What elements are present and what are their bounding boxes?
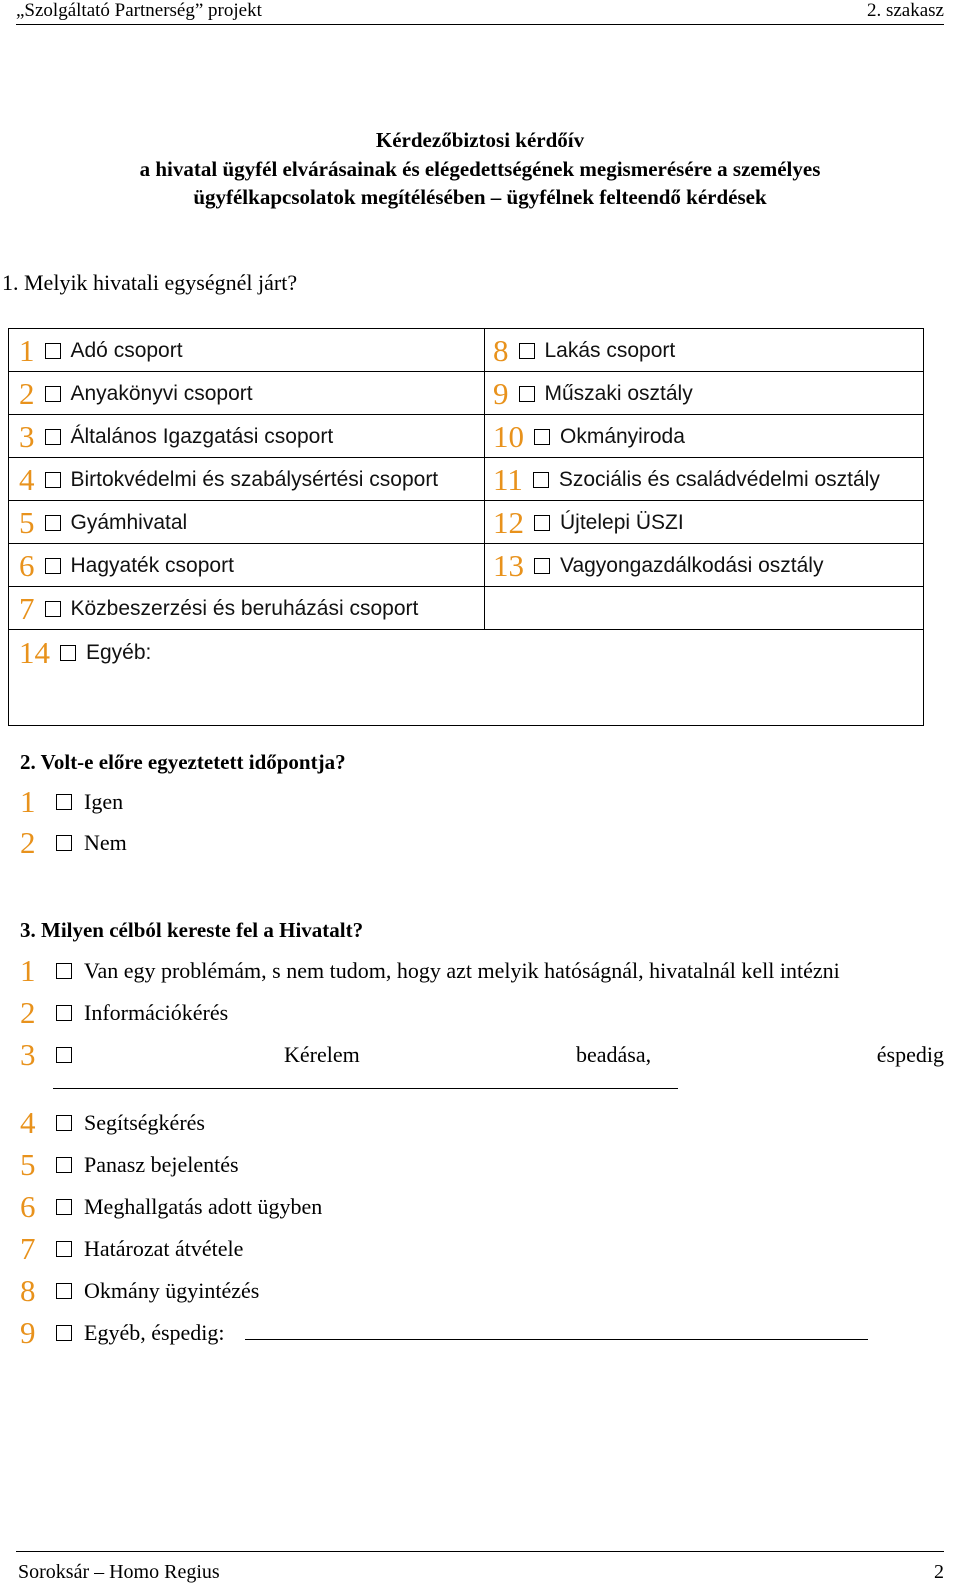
option-label: Egyéb, éspedig: — [84, 1320, 225, 1345]
option-number: 3 — [19, 418, 35, 454]
option-number: 1 — [19, 332, 35, 368]
option-number: 6 — [20, 1189, 36, 1224]
option-label: Igen — [84, 789, 124, 814]
q3-option-problem[interactable] — [20, 951, 840, 991]
q3-option-panasz[interactable] — [20, 1145, 239, 1185]
q1-option-hagyatek[interactable] — [19, 544, 234, 587]
option-number: 1 — [20, 784, 36, 819]
q1-option-vagyongazdalkodasi[interactable] — [493, 544, 823, 587]
option-label: Okmányiroda — [560, 424, 685, 448]
kerelem-detail-line[interactable] — [53, 1088, 678, 1089]
option-label: Információkérés — [84, 1000, 229, 1025]
option-label: Vagyongazdálkodási osztály — [560, 553, 824, 577]
option-number: 9 — [20, 1315, 36, 1350]
header-stage: 2. szakasz — [866, 0, 944, 21]
document-subtitle-line1: a hivatal ügyfél elvárásainak és elégedettségének megismerésére a személyes — [139, 157, 821, 181]
checkbox[interactable] — [519, 343, 535, 359]
option-label: Adó csoport — [70, 338, 183, 362]
option-label-part3: éspedig — [876, 1042, 944, 1067]
option-number: 5 — [20, 1147, 36, 1182]
option-number: 8 — [493, 332, 509, 368]
option-number: 1 — [20, 953, 36, 988]
checkbox[interactable] — [534, 515, 550, 531]
option-number: 4 — [19, 461, 35, 497]
q1-option-okmanyiroda[interactable] — [493, 415, 685, 458]
q3-option-kerelem[interactable] — [20, 1035, 944, 1075]
checkbox[interactable] — [56, 1325, 72, 1341]
checkbox[interactable] — [45, 515, 61, 531]
checkbox[interactable] — [56, 1283, 72, 1299]
option-number: 14 — [19, 634, 50, 670]
checkbox[interactable] — [56, 963, 72, 979]
q1-option-altalanos[interactable] — [19, 415, 333, 458]
q1-option-muszaki[interactable] — [493, 372, 693, 415]
q3-option-segitsegkeres[interactable] — [20, 1103, 205, 1143]
q1-option-birtokvedelmi[interactable] — [19, 458, 438, 501]
checkbox[interactable] — [60, 645, 76, 661]
q3-option-egyeb[interactable] — [20, 1313, 225, 1353]
option-label: Anyakönyvi csoport — [70, 381, 253, 405]
document-subtitle-line2: ügyfélkapcsolatok megítélésében – ügyfélnek felteendő kérdések — [193, 185, 767, 209]
table-column-divider — [484, 329, 485, 629]
option-label: Határozat átvétele — [84, 1236, 244, 1261]
checkbox[interactable] — [56, 1047, 72, 1063]
option-number: 10 — [493, 418, 524, 454]
checkbox[interactable] — [56, 794, 72, 810]
q3-option-meghallgatas[interactable] — [20, 1187, 322, 1227]
option-label: Egyéb: — [86, 640, 152, 664]
option-label: Nem — [84, 830, 127, 855]
checkbox[interactable] — [56, 1157, 72, 1173]
option-number: 7 — [20, 1231, 36, 1266]
option-label: Van egy problémám, s nem tudom, hogy azt melyik hatóságnál, hivatalnál kell intézni — [84, 958, 840, 983]
option-number: 11 — [493, 461, 523, 497]
option-label: Műszaki osztály — [544, 381, 693, 405]
checkbox[interactable] — [45, 386, 61, 402]
q2-option-nem[interactable] — [20, 823, 127, 863]
option-number: 3 — [20, 1037, 36, 1072]
q1-option-ado[interactable] — [19, 329, 183, 372]
header-project-title: „Szolgáltató Partnerség” projekt — [16, 0, 262, 21]
checkbox[interactable] — [45, 601, 61, 617]
option-number: 8 — [20, 1273, 36, 1308]
option-number: 2 — [20, 825, 36, 860]
checkbox[interactable] — [45, 429, 61, 445]
q1-option-gyamhivatal[interactable] — [19, 501, 187, 544]
option-label: Panasz bejelentés — [84, 1152, 239, 1177]
q1-option-egyeb[interactable] — [19, 631, 151, 674]
page-number: 2 — [934, 1561, 944, 1583]
document-title: Kérdezőbiztosi kérdőív — [375, 128, 585, 152]
checkbox[interactable] — [519, 386, 535, 402]
egyeb-detail-line[interactable] — [245, 1339, 868, 1340]
checkbox[interactable] — [534, 429, 550, 445]
q2-option-igen[interactable] — [20, 782, 123, 822]
footer-divider — [16, 1551, 944, 1552]
checkbox[interactable] — [45, 472, 61, 488]
checkbox[interactable] — [45, 343, 61, 359]
option-number: 6 — [19, 547, 35, 583]
option-label: Általános Igazgatási csoport — [70, 424, 334, 448]
option-label: Közbeszerzési és beruházási csoport — [70, 596, 419, 620]
q1-option-anyakonyvi[interactable] — [19, 372, 253, 415]
option-number: 4 — [20, 1105, 36, 1140]
option-number: 12 — [493, 504, 524, 540]
q3-option-okmany[interactable] — [20, 1271, 259, 1311]
option-number: 13 — [493, 547, 524, 583]
q1-option-szocialis[interactable] — [493, 458, 880, 501]
option-label-part2: beadása, — [576, 1042, 652, 1067]
option-number: 2 — [19, 375, 35, 411]
q1-options-table — [8, 328, 924, 726]
checkbox[interactable] — [56, 1005, 72, 1021]
option-label: Szociális és családvédelmi osztály — [558, 467, 880, 491]
option-label: Segítségkérés — [84, 1110, 205, 1135]
q3-heading: 3. Milyen célból kereste fel a Hivatalt? — [20, 918, 364, 942]
option-number: 9 — [493, 375, 509, 411]
checkbox[interactable] — [56, 835, 72, 851]
q3-option-hatarozat[interactable] — [20, 1229, 243, 1269]
option-label: Hagyaték csoport — [70, 553, 234, 577]
checkbox[interactable] — [56, 1115, 72, 1131]
q2-heading: 2. Volt-e előre egyeztetett időpontja? — [20, 750, 346, 774]
option-label: Újtelepi ÜSZI — [560, 510, 684, 534]
option-number: 2 — [20, 995, 36, 1030]
q1-heading: 1. Melyik hivatali egységnél járt? — [2, 270, 298, 295]
checkbox[interactable] — [56, 1241, 72, 1257]
option-number: 5 — [19, 504, 35, 540]
option-number: 7 — [19, 590, 35, 626]
option-label: Meghallgatás adott ügyben — [84, 1194, 323, 1219]
checkbox[interactable] — [533, 472, 549, 488]
q1-option-lakas[interactable] — [493, 329, 675, 372]
q1-option-kozbeszerzesi[interactable] — [19, 587, 418, 630]
option-label: Okmány ügyintézés — [84, 1278, 260, 1303]
option-label: Gyámhivatal — [70, 510, 188, 534]
option-label-part1: Kérelem — [284, 1042, 360, 1067]
option-label: Birtokvédelmi és szabálysértési csoport — [70, 467, 439, 491]
q3-option-informaciokeres[interactable] — [20, 993, 228, 1033]
checkbox[interactable] — [534, 558, 550, 574]
footer-organization: Soroksár – Homo Regius — [18, 1561, 220, 1583]
checkbox[interactable] — [56, 1199, 72, 1215]
checkbox[interactable] — [45, 558, 61, 574]
header-divider — [16, 24, 944, 25]
q1-option-ujtelepi[interactable] — [493, 501, 684, 544]
option-label: Lakás csoport — [544, 338, 676, 362]
